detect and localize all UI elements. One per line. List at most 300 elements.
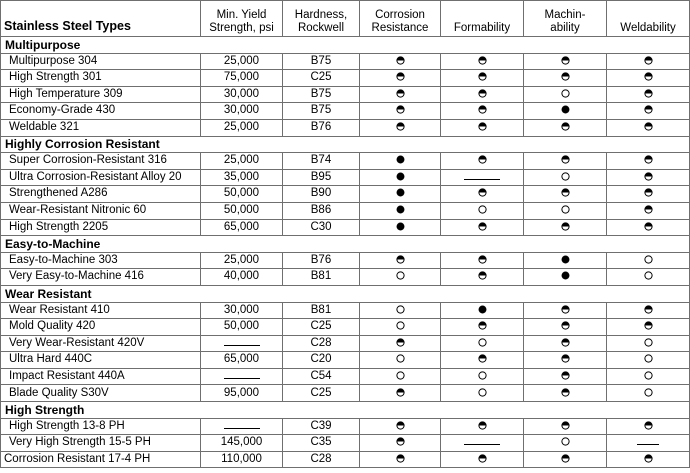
steel-type-name: Ultra Corrosion-Resistant Alloy 20 <box>1 169 201 186</box>
corrosion-resistance-rating-cell <box>360 169 441 186</box>
corrosion-resistance-rating-cell <box>360 335 441 352</box>
not-applicable-dash <box>224 421 260 429</box>
yield-strength-cell <box>201 302 283 319</box>
corrosion-resistance-rating-cell <box>360 252 441 269</box>
table-body <box>1 37 690 468</box>
weldability-rating-cell <box>607 119 690 136</box>
steel-type-name: High Temperature 309 <box>1 86 201 103</box>
category-row <box>1 37 690 54</box>
steel-type-name: Wear-Resistant Nitronic 60 <box>1 202 201 219</box>
weldability-rating-cell <box>607 319 690 336</box>
table-row <box>1 319 690 336</box>
yield-strength-cell <box>201 186 283 203</box>
table-row <box>1 169 690 186</box>
column-header-text: Machin- <box>544 9 586 22</box>
rating-half-circle-icon <box>396 89 405 98</box>
rating-half-circle-icon <box>561 305 570 314</box>
not-applicable-dash <box>224 338 260 346</box>
hardness-value: C25 <box>283 319 360 336</box>
yield-strength-cell <box>201 435 283 452</box>
table-row <box>1 451 690 468</box>
rating-full-circle-icon <box>396 222 405 231</box>
rating-half-circle-icon <box>396 105 405 114</box>
corrosion-resistance-rating-cell <box>360 352 441 369</box>
machinability-rating-cell <box>524 186 607 203</box>
hardness-value: B95 <box>283 169 360 186</box>
not-applicable-dash <box>464 172 500 180</box>
rating-empty-circle-icon <box>561 89 570 98</box>
yield-strength-value: 25,000 <box>223 253 260 266</box>
steel-type-name: Multipurpose 304 <box>1 53 201 70</box>
steel-type-name: High Strength 13-8 PH <box>1 418 201 435</box>
table-row <box>1 119 690 136</box>
formability-rating-cell <box>441 385 524 402</box>
steel-type-name: High Strength 2205 <box>1 219 201 236</box>
column-header-type <box>1 1 201 37</box>
hardness-value: B75 <box>283 53 360 70</box>
rating-half-circle-icon <box>478 222 487 231</box>
steel-type-name: Blade Quality S30V <box>1 385 201 402</box>
rating-empty-circle-icon <box>644 338 653 347</box>
corrosion-resistance-rating-cell <box>360 418 441 435</box>
yield-strength-cell <box>201 451 283 468</box>
rating-half-circle-icon <box>644 421 653 430</box>
rating-half-circle-icon <box>478 56 487 65</box>
column-header-text: Strength, psi <box>209 21 274 34</box>
rating-half-circle-icon <box>396 388 405 397</box>
rating-half-circle-icon <box>561 72 570 81</box>
rating-empty-circle-icon <box>644 354 653 363</box>
category-row <box>1 236 690 253</box>
steel-type-name: High Strength 301 <box>1 70 201 87</box>
yield-strength-value: 30,000 <box>223 303 260 316</box>
rating-half-circle-icon <box>478 188 487 197</box>
weldability-rating-cell <box>607 103 690 120</box>
steel-type-name: Economy-Grade 430 <box>1 103 201 120</box>
rating-half-circle-icon <box>644 321 653 330</box>
rating-half-circle-icon <box>478 155 487 164</box>
rating-full-circle-icon <box>561 255 570 264</box>
hardness-value: C25 <box>283 385 360 402</box>
weldability-rating-cell <box>607 70 690 87</box>
weldability-rating-cell <box>607 202 690 219</box>
formability-rating-cell <box>441 86 524 103</box>
table-row <box>1 86 690 103</box>
hardness-value: B74 <box>283 153 360 170</box>
hardness-value: B81 <box>283 269 360 286</box>
machinability-rating-cell <box>524 352 607 369</box>
yield-strength-cell <box>201 103 283 120</box>
weldability-rating-cell <box>607 153 690 170</box>
table-row <box>1 335 690 352</box>
yield-strength-value: 50,000 <box>223 203 260 216</box>
hardness-value: B81 <box>283 302 360 319</box>
rating-empty-circle-icon <box>396 371 405 380</box>
yield-strength-value: 25,000 <box>223 154 260 167</box>
rating-half-circle-icon <box>478 321 487 330</box>
corrosion-resistance-rating-cell <box>360 53 441 70</box>
table-row <box>1 70 690 87</box>
formability-rating-cell <box>441 70 524 87</box>
column-header-text: Corrosion <box>375 9 425 22</box>
rating-half-circle-icon <box>561 122 570 131</box>
table-row <box>1 302 690 319</box>
not-applicable-dash <box>637 437 659 445</box>
hardness-value: B76 <box>283 252 360 269</box>
formability-rating-cell <box>441 252 524 269</box>
table-row <box>1 186 690 203</box>
rating-half-circle-icon <box>561 454 570 463</box>
machinability-rating-cell <box>524 335 607 352</box>
table-row <box>1 219 690 236</box>
rating-full-circle-icon <box>478 305 487 314</box>
hardness-value: C25 <box>283 70 360 87</box>
yield-strength-value: 50,000 <box>223 320 260 333</box>
machinability-rating-cell <box>524 153 607 170</box>
formability-rating-cell <box>441 368 524 385</box>
formability-rating-cell <box>441 186 524 203</box>
yield-strength-value: 25,000 <box>223 54 260 67</box>
corrosion-resistance-rating-cell <box>360 302 441 319</box>
yield-strength-cell <box>201 119 283 136</box>
column-header-corrosion-resistance <box>360 1 441 37</box>
steel-type-name: Easy-to-Machine 303 <box>1 252 201 269</box>
yield-strength-value: 35,000 <box>223 170 260 183</box>
steel-type-name: Super Corrosion-Resistant 316 <box>1 153 201 170</box>
yield-strength-cell <box>201 269 283 286</box>
machinability-rating-cell <box>524 269 607 286</box>
machinability-rating-cell <box>524 302 607 319</box>
hardness-value: C35 <box>283 435 360 452</box>
yield-strength-value: 50,000 <box>223 187 260 200</box>
formability-rating-cell <box>441 352 524 369</box>
rating-empty-circle-icon <box>561 172 570 181</box>
column-header-text: Formability <box>453 21 511 34</box>
machinability-rating-cell <box>524 319 607 336</box>
rating-half-circle-icon <box>478 72 487 81</box>
rating-half-circle-icon <box>561 371 570 380</box>
rating-half-circle-icon <box>644 454 653 463</box>
column-header-text: Min. Yield <box>216 9 267 22</box>
rating-empty-circle-icon <box>478 371 487 380</box>
rating-empty-circle-icon <box>644 271 653 280</box>
machinability-rating-cell <box>524 103 607 120</box>
rating-half-circle-icon <box>644 122 653 131</box>
steel-type-name: Very Easy-to-Machine 416 <box>1 269 201 286</box>
weldability-rating-cell <box>607 385 690 402</box>
hardness-value: B90 <box>283 186 360 203</box>
steel-type-name: Weldable 321 <box>1 119 201 136</box>
weldability-rating-cell <box>607 352 690 369</box>
formability-rating-cell <box>441 335 524 352</box>
weldability-rating-cell <box>607 335 690 352</box>
formability-rating-cell <box>441 119 524 136</box>
formability-rating-cell <box>441 219 524 236</box>
rating-half-circle-icon <box>561 321 570 330</box>
table-header-row <box>1 1 690 37</box>
column-header-text: Resistance <box>371 21 429 34</box>
weldability-rating-cell <box>607 269 690 286</box>
rating-half-circle-icon <box>561 222 570 231</box>
category-row <box>1 285 690 302</box>
yield-strength-value: 65,000 <box>223 353 260 366</box>
column-header-hardness <box>283 1 360 37</box>
column-header-machinability <box>524 1 607 37</box>
rating-half-circle-icon <box>644 56 653 65</box>
yield-strength-cell <box>201 418 283 435</box>
rating-half-circle-icon <box>561 56 570 65</box>
yield-strength-value: 110,000 <box>221 452 262 465</box>
formability-rating-cell <box>441 269 524 286</box>
yield-strength-cell <box>201 70 283 87</box>
category-label: Highly Corrosion Resistant <box>1 136 690 153</box>
rating-half-circle-icon <box>478 454 487 463</box>
hardness-value: B86 <box>283 202 360 219</box>
machinability-rating-cell <box>524 451 607 468</box>
steel-type-name: Wear Resistant 410 <box>1 302 201 319</box>
yield-strength-cell <box>201 86 283 103</box>
rating-empty-circle-icon <box>478 205 487 214</box>
rating-half-circle-icon <box>396 437 405 446</box>
rating-full-circle-icon <box>561 271 570 280</box>
table-row <box>1 368 690 385</box>
weldability-rating-cell <box>607 418 690 435</box>
rating-half-circle-icon <box>644 188 653 197</box>
rating-half-circle-icon <box>561 354 570 363</box>
rating-half-circle-icon <box>396 421 405 430</box>
machinability-rating-cell <box>524 418 607 435</box>
yield-strength-cell <box>201 153 283 170</box>
rating-empty-circle-icon <box>561 205 570 214</box>
table-row <box>1 435 690 452</box>
steel-type-name: Ultra Hard 440C <box>1 352 201 369</box>
rating-half-circle-icon <box>478 354 487 363</box>
formability-rating-cell <box>441 319 524 336</box>
rating-half-circle-icon <box>644 172 653 181</box>
corrosion-resistance-rating-cell <box>360 153 441 170</box>
category-row <box>1 136 690 153</box>
weldability-rating-cell <box>607 302 690 319</box>
yield-strength-cell <box>201 219 283 236</box>
table-row <box>1 352 690 369</box>
rating-full-circle-icon <box>396 188 405 197</box>
rating-half-circle-icon <box>396 72 405 81</box>
column-header-formability <box>441 1 524 37</box>
yield-strength-cell <box>201 385 283 402</box>
formability-rating-cell <box>441 202 524 219</box>
steel-type-name: Very High Strength 15-5 PH <box>1 435 201 452</box>
weldability-rating-cell <box>607 53 690 70</box>
yield-strength-cell <box>201 252 283 269</box>
corrosion-resistance-rating-cell <box>360 368 441 385</box>
hardness-value: B76 <box>283 119 360 136</box>
rating-half-circle-icon <box>561 388 570 397</box>
rating-half-circle-icon <box>478 105 487 114</box>
hardness-value: B75 <box>283 86 360 103</box>
corrosion-resistance-rating-cell <box>360 86 441 103</box>
steel-type-name: Corrosion Resistant 17-4 PH <box>1 451 201 468</box>
corrosion-resistance-rating-cell <box>360 451 441 468</box>
category-label: Wear Resistant <box>1 285 690 302</box>
rating-empty-circle-icon <box>644 388 653 397</box>
weldability-rating-cell <box>607 186 690 203</box>
yield-strength-cell <box>201 53 283 70</box>
machinability-rating-cell <box>524 368 607 385</box>
rating-empty-circle-icon <box>478 388 487 397</box>
column-header-text: ability <box>550 21 580 34</box>
hardness-value: C28 <box>283 451 360 468</box>
rating-half-circle-icon <box>644 155 653 164</box>
machinability-rating-cell <box>524 219 607 236</box>
hardness-value: C28 <box>283 335 360 352</box>
machinability-rating-cell <box>524 169 607 186</box>
machinability-rating-cell <box>524 385 607 402</box>
not-applicable-dash <box>224 371 260 379</box>
rating-empty-circle-icon <box>396 354 405 363</box>
yield-strength-cell <box>201 368 283 385</box>
hardness-value: C39 <box>283 418 360 435</box>
machinability-rating-cell <box>524 53 607 70</box>
column-header-weldability <box>607 1 690 37</box>
yield-strength-value: 65,000 <box>223 220 260 233</box>
category-label: Multipurpose <box>1 37 690 54</box>
weldability-rating-cell <box>607 435 690 452</box>
rating-empty-circle-icon <box>396 271 405 280</box>
table-row <box>1 252 690 269</box>
rating-half-circle-icon <box>396 454 405 463</box>
machinability-rating-cell <box>524 119 607 136</box>
category-row <box>1 402 690 419</box>
yield-strength-cell <box>201 169 283 186</box>
machinability-rating-cell <box>524 435 607 452</box>
formability-rating-cell <box>441 418 524 435</box>
yield-strength-value: 95,000 <box>223 386 260 399</box>
rating-half-circle-icon <box>478 89 487 98</box>
table-row <box>1 53 690 70</box>
rating-half-circle-icon <box>644 105 653 114</box>
steel-type-name: Very Wear-Resistant 420V <box>1 335 201 352</box>
corrosion-resistance-rating-cell <box>360 435 441 452</box>
yield-strength-cell <box>201 352 283 369</box>
formability-rating-cell <box>441 451 524 468</box>
formability-rating-cell <box>441 435 524 452</box>
rating-half-circle-icon <box>644 222 653 231</box>
column-header-text: Hardness, <box>294 9 348 22</box>
rating-half-circle-icon <box>561 155 570 164</box>
rating-half-circle-icon <box>561 338 570 347</box>
machinability-rating-cell <box>524 86 607 103</box>
rating-empty-circle-icon <box>561 437 570 446</box>
rating-half-circle-icon <box>396 338 405 347</box>
rating-half-circle-icon <box>644 72 653 81</box>
steel-type-name: Mold Quality 420 <box>1 319 201 336</box>
formability-rating-cell <box>441 103 524 120</box>
yield-strength-value: 145,000 <box>220 436 263 449</box>
yield-strength-value: 75,000 <box>223 71 260 84</box>
yield-strength-value: 25,000 <box>223 121 260 134</box>
weldability-rating-cell <box>607 368 690 385</box>
rating-half-circle-icon <box>396 255 405 264</box>
rating-empty-circle-icon <box>644 371 653 380</box>
weldability-rating-cell <box>607 219 690 236</box>
rating-full-circle-icon <box>396 155 405 164</box>
category-label: Easy-to-Machine <box>1 236 690 253</box>
rating-empty-circle-icon <box>644 255 653 264</box>
rating-half-circle-icon <box>478 255 487 264</box>
hardness-value: C20 <box>283 352 360 369</box>
rating-empty-circle-icon <box>478 338 487 347</box>
hardness-value: C30 <box>283 219 360 236</box>
corrosion-resistance-rating-cell <box>360 319 441 336</box>
formability-rating-cell <box>441 53 524 70</box>
rating-half-circle-icon <box>644 205 653 214</box>
yield-strength-cell <box>201 202 283 219</box>
rating-half-circle-icon <box>478 271 487 280</box>
rating-empty-circle-icon <box>396 321 405 330</box>
column-header-text: Stainless Steel Types <box>4 18 131 33</box>
rating-full-circle-icon <box>561 105 570 114</box>
formability-rating-cell <box>441 153 524 170</box>
corrosion-resistance-rating-cell <box>360 186 441 203</box>
rating-half-circle-icon <box>561 421 570 430</box>
steel-type-name: Strengthened A286 <box>1 186 201 203</box>
rating-half-circle-icon <box>478 122 487 131</box>
hardness-value: B75 <box>283 103 360 120</box>
corrosion-resistance-rating-cell <box>360 202 441 219</box>
formability-rating-cell <box>441 302 524 319</box>
yield-strength-value: 30,000 <box>223 104 260 117</box>
rating-half-circle-icon <box>644 305 653 314</box>
steel-type-name: Impact Resistant 440A <box>1 368 201 385</box>
yield-strength-cell <box>201 335 283 352</box>
corrosion-resistance-rating-cell <box>360 219 441 236</box>
weldability-rating-cell <box>607 169 690 186</box>
yield-strength-cell <box>201 319 283 336</box>
column-header-text: Weldability <box>620 21 676 34</box>
rating-half-circle-icon <box>396 122 405 131</box>
weldability-rating-cell <box>607 451 690 468</box>
yield-strength-value: 30,000 <box>223 87 260 100</box>
machinability-rating-cell <box>524 252 607 269</box>
rating-full-circle-icon <box>396 172 405 181</box>
column-header-yield-strength <box>201 1 283 37</box>
rating-half-circle-icon <box>561 188 570 197</box>
rating-half-circle-icon <box>644 89 653 98</box>
weldability-rating-cell <box>607 252 690 269</box>
table-row <box>1 202 690 219</box>
machinability-rating-cell <box>524 202 607 219</box>
machinability-rating-cell <box>524 70 607 87</box>
column-header-text: Rockwell <box>297 21 344 34</box>
corrosion-resistance-rating-cell <box>360 269 441 286</box>
yield-strength-value: 40,000 <box>223 270 260 283</box>
rating-half-circle-icon <box>478 421 487 430</box>
table-row <box>1 103 690 120</box>
rating-empty-circle-icon <box>396 305 405 314</box>
rating-full-circle-icon <box>396 205 405 214</box>
hardness-value: C54 <box>283 368 360 385</box>
formability-rating-cell <box>441 169 524 186</box>
corrosion-resistance-rating-cell <box>360 119 441 136</box>
corrosion-resistance-rating-cell <box>360 385 441 402</box>
category-label: High Strength <box>1 402 690 419</box>
table-row <box>1 385 690 402</box>
table-row <box>1 153 690 170</box>
corrosion-resistance-rating-cell <box>360 70 441 87</box>
rating-half-circle-icon <box>396 56 405 65</box>
not-applicable-dash <box>464 437 500 445</box>
table-row <box>1 269 690 286</box>
